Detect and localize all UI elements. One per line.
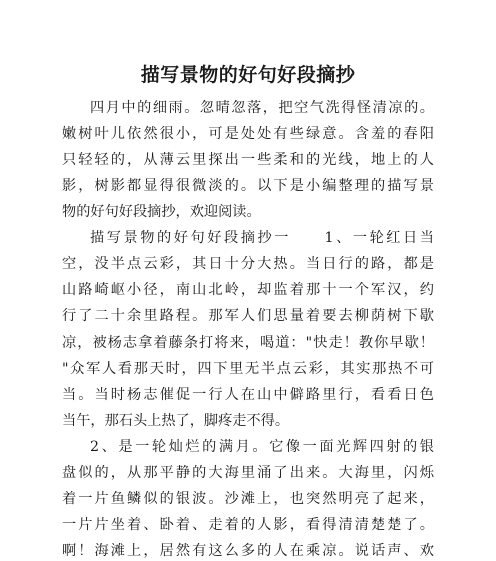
paragraph-line: 啊！海滩上，居然有这么多的人在乘凉。说话声、欢 [62, 543, 434, 559]
paragraph-line: 四月中的细雨。忽晴忽落，把空气洗得怪清凉的。 [90, 100, 434, 116]
paragraph-line: 只轻轻的，从薄云里探出一些柔和的光线，地上的人 [62, 152, 434, 168]
page-title: 描写景物的好句好段摘抄 [140, 64, 356, 86]
paragraph-line: 行了二十余里路程。那军人们思量着要去柳荫树下歇 [62, 308, 434, 324]
paragraph-line: 嫩树叶儿依然很小，可是处处有些绿意。含羞的春阳 [62, 126, 434, 142]
paragraph-line: 2、是一轮灿烂的满月。它像一面光辉四射的银 [90, 439, 434, 455]
paragraph-line: 山路崎岖小径，南山北岭，却监着那十一个军汉，约 [62, 282, 434, 298]
paragraph-line: 空，没半点云彩，其日十分大热。当日行的路，都是 [62, 256, 434, 272]
paragraph-line: 影，树影都显得很微淡的。以下是小编整理的描写景 [62, 178, 434, 194]
paragraph-line: 一片片坐着、卧着、走着的人影，看得清清楚楚了。 [62, 517, 434, 533]
paragraph-line: 盘似的，从那平静的大海里涌了出来。大海里，闪烁 [62, 465, 434, 481]
paragraph-line: 着一片鱼鳞似的银波。沙滩上，也突然明亮了起来， [62, 491, 434, 507]
paragraph-line: 描写景物的好句好段摘抄一 1、一轮红日当 [90, 230, 434, 246]
paragraph-line: 当午，那石头上热了，脚疼走不得。 [62, 413, 290, 429]
paragraph-line: "众军人看那天时，四下里无半点云彩，其实那热不可 [62, 361, 434, 377]
paragraph-line: 凉，被杨志拿着藤条打将来，喝道："快走！教你早歇！ [62, 335, 434, 351]
paragraph-line: 物的好句好段摘抄，欢迎阅读。 [62, 204, 261, 220]
paragraph-line: 当。当时杨志催促一行人在山中僻路里行，看看日色 [62, 387, 434, 403]
